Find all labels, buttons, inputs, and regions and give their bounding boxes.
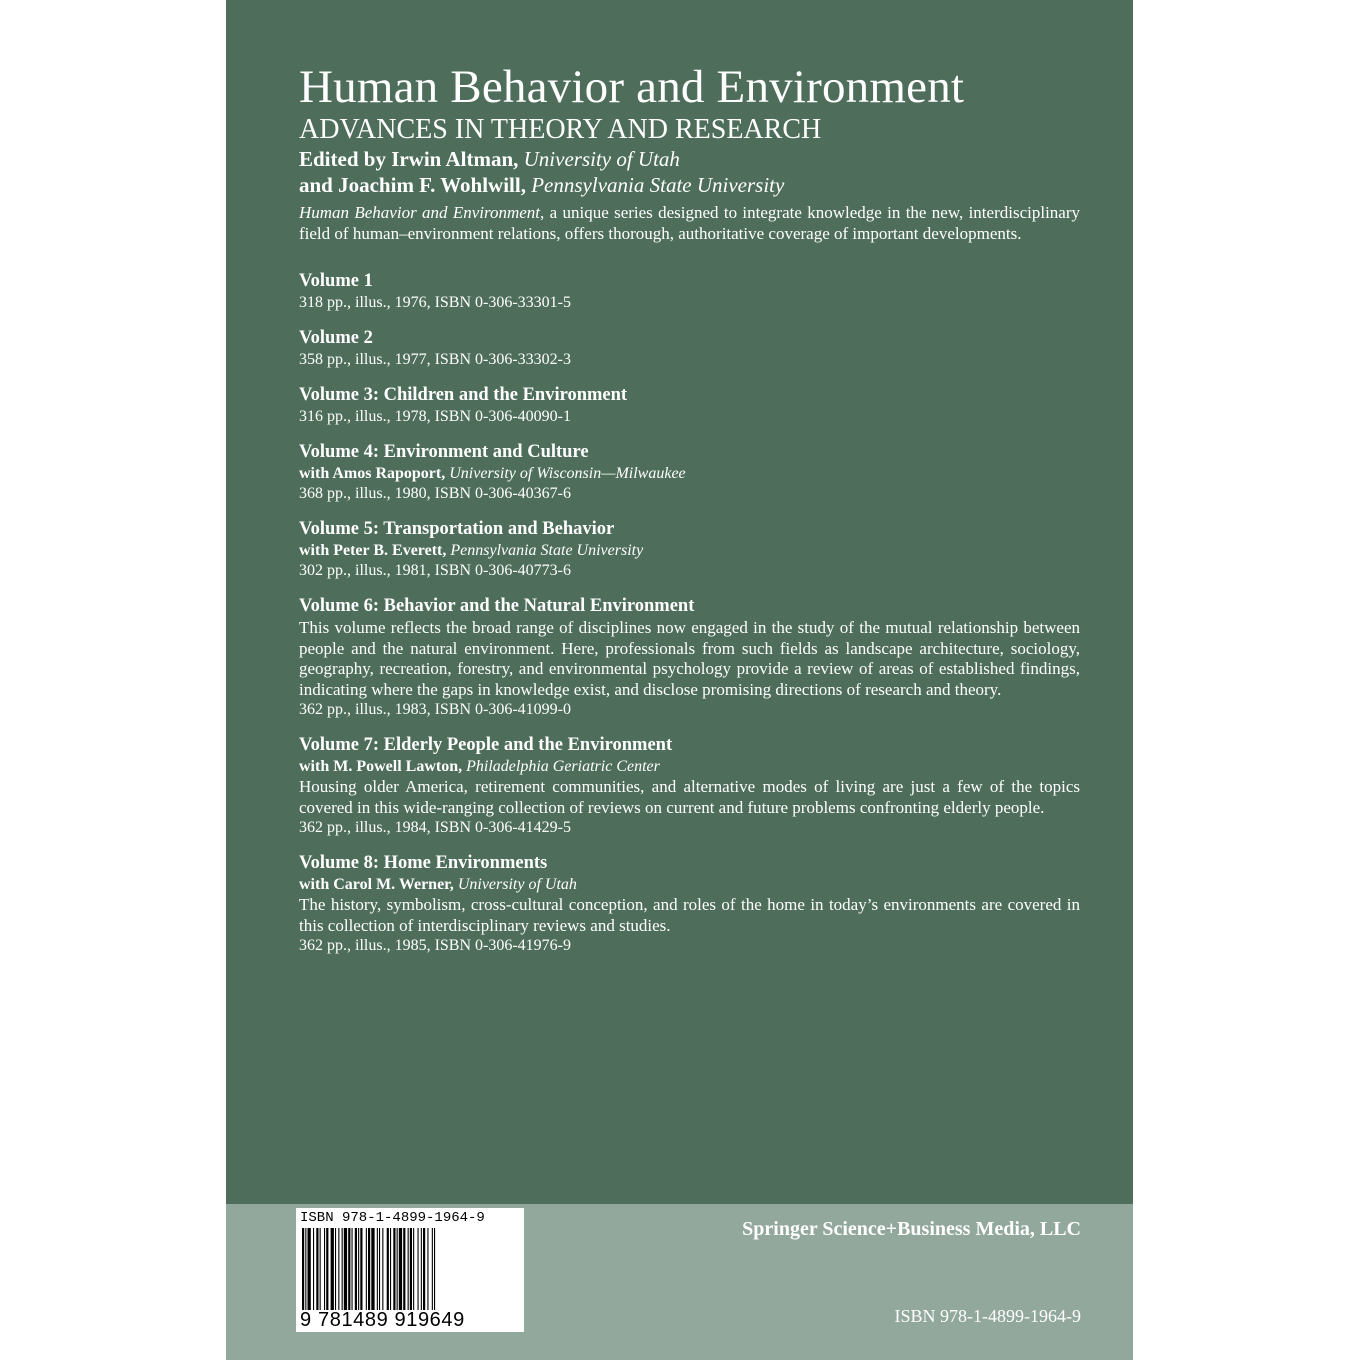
barcode-bar: [413, 1228, 414, 1310]
barcode-bar: [308, 1228, 311, 1310]
editor-2-affiliation: Pennsylvania State University: [531, 173, 785, 197]
barcode-bar: [418, 1228, 419, 1310]
barcode-bar: [403, 1228, 405, 1310]
volume-details: 302 pp., illus., 1981, ISBN 0-306-40773-6: [299, 562, 571, 579]
barcode-bar: [313, 1228, 314, 1310]
volume-description: Housing older America, retirement communities, and alternative modes of living are just a few of the topics covered in this wide-ranging collection of reviews on current and future problems confronting elderly people.: [299, 777, 1080, 817]
barcode-bar: [387, 1228, 389, 1310]
volume-6: [299, 595, 1080, 720]
barcode-bar: [324, 1228, 325, 1310]
isbn-barcode: [296, 1208, 524, 1332]
barcode-bar: [342, 1228, 343, 1310]
contributor-affiliation: Philadelphia Geriatric Center: [466, 758, 660, 775]
volume-title: Volume 2: [299, 328, 373, 348]
series-intro: [299, 203, 1080, 244]
volume-title: Volume 8: Home Environments: [299, 853, 548, 873]
contributor-name: with Amos Rapoport,: [299, 465, 446, 482]
barcode-bar: [399, 1228, 402, 1310]
barcode-bar: [427, 1228, 428, 1310]
barcode-bar: [393, 1228, 395, 1310]
volume-3: [299, 384, 1080, 427]
intro-series-name: Human Behavior and Environment: [299, 203, 541, 222]
barcode-bar: [397, 1228, 398, 1310]
barcode-bar: [344, 1228, 347, 1310]
contributor-name: with Carol M. Werner,: [299, 876, 454, 893]
intro-text: , a unique series designed to integrate knowledge in the new, interdisciplinary field of human–environment relations, offers thorough, authoritative coverage of important developments.: [299, 203, 1080, 243]
barcode-bar: [410, 1228, 412, 1310]
volume-title: Volume 5: Transportation and Behavior: [299, 519, 615, 539]
back-cover-isbn: ISBN 978-1-4899-1964-9: [894, 1306, 1081, 1326]
contributor-name: with Peter B. Everett,: [299, 542, 447, 559]
barcode-bars: [302, 1228, 518, 1310]
barcode-bar: [302, 1228, 304, 1310]
series-subtitle: ADVANCES IN THEORY AND RESEARCH: [299, 114, 822, 145]
editor-line-1: [299, 146, 1089, 172]
barcode-bar: [305, 1228, 306, 1310]
volume-title: Volume 3: Children and the Environment: [299, 385, 628, 405]
volume-title: Volume 1: [299, 271, 373, 291]
volume-description: The history, symbolism, cross-cultural conception, and roles of the home in today’s environments are covered in this collection of interdisciplinary reviews and studies.: [299, 895, 1080, 935]
barcode-bar: [368, 1228, 370, 1310]
barcode-bar: [434, 1228, 435, 1310]
intro-paragraph: [299, 203, 1080, 244]
series-content: [299, 203, 1080, 970]
volume-4: [299, 441, 1080, 504]
volume-8: [299, 852, 1080, 956]
barcode-bar: [421, 1228, 422, 1310]
barcode-bar: [320, 1228, 321, 1310]
barcode-bar: [326, 1228, 328, 1310]
barcode-bar: [423, 1228, 425, 1310]
barcode-first-digit: 9: [300, 1309, 312, 1331]
volume-details: 362 pp., illus., 1985, ISBN 0-306-41976-9: [299, 937, 571, 954]
contributor-affiliation: Pennsylvania State University: [450, 542, 644, 559]
volume-contributor: [299, 875, 1080, 895]
editor-1-name: Edited by Irwin Altman,: [299, 147, 519, 171]
editor-line-2: [299, 172, 1089, 198]
volume-7: [299, 734, 1080, 838]
volume-contributor: [299, 464, 1080, 484]
barcode-bar: [432, 1228, 433, 1310]
volume-5: [299, 518, 1080, 581]
barcode-bar: [358, 1228, 359, 1310]
volume-title: Volume 6: Behavior and the Natural Environment: [299, 596, 695, 616]
barcode-isbn-label: ISBN 978-1-4899-1964-9: [300, 1210, 485, 1226]
volume-contributor: [299, 757, 1080, 777]
barcode-bar: [348, 1228, 350, 1310]
barcode-bar: [355, 1228, 357, 1310]
contributor-affiliation: University of Wisconsin—Milwaukee: [449, 465, 686, 482]
volume-details: 318 pp., illus., 1976, ISBN 0-306-33301-5: [299, 294, 571, 311]
volume-contributor: [299, 541, 1080, 561]
volume-description: This volume reflects the broad range of disciplines now engaged in the study of the mutual relationship between people and the natural environment. Here, professionals from such fields as landscape architecture, sociology, geography, recreation, forestry, and environmental psychology provide a review of areas of established findings, indicating where the gaps in knowledge exist, and disclose promising directions of research and theory.: [299, 618, 1080, 699]
series-header: [299, 60, 1089, 198]
barcode-bar: [335, 1228, 336, 1310]
barcode-remaining-digits: 781489 919649: [318, 1309, 465, 1331]
volume-details: 362 pp., illus., 1984, ISBN 0-306-41429-5: [299, 819, 571, 836]
book-back-cover: [226, 0, 1133, 1360]
editor-1-affiliation: University of Utah: [523, 147, 680, 171]
barcode-bar: [360, 1228, 362, 1310]
barcode-bar: [382, 1228, 383, 1310]
barcode-bar: [408, 1228, 409, 1310]
volume-details: 316 pp., illus., 1978, ISBN 0-306-40090-1: [299, 408, 571, 425]
barcode-bar: [379, 1228, 380, 1310]
barcode-bar: [371, 1228, 374, 1310]
series-title: Human Behavior and Environment: [299, 61, 965, 113]
barcode-bar: [377, 1228, 378, 1310]
barcode-bar: [338, 1228, 339, 1310]
volume-title: Volume 4: Environment and Culture: [299, 442, 589, 462]
barcode-bar: [352, 1228, 353, 1310]
volume-1: [299, 270, 1080, 313]
barcode-bar: [390, 1228, 391, 1310]
volume-2: [299, 327, 1080, 370]
contributor-affiliation: University of Utah: [457, 876, 577, 893]
volume-details: 358 pp., illus., 1977, ISBN 0-306-33302-3: [299, 351, 571, 368]
volume-details: 368 pp., illus., 1980, ISBN 0-306-40367-6: [299, 485, 571, 502]
editor-2-name: and Joachim F. Wohlwill,: [299, 173, 526, 197]
volume-title: Volume 7: Elderly People and the Environment: [299, 735, 673, 755]
contributor-name: with M. Powell Lawton,: [299, 758, 463, 775]
barcode-bar: [316, 1228, 318, 1310]
volume-details: 362 pp., illus., 1983, ISBN 0-306-41099-0: [299, 701, 571, 718]
barcode-bar: [366, 1228, 367, 1310]
publisher-name: Springer Science+Business Media, LLC: [742, 1218, 1081, 1240]
barcode-bar: [331, 1228, 334, 1310]
